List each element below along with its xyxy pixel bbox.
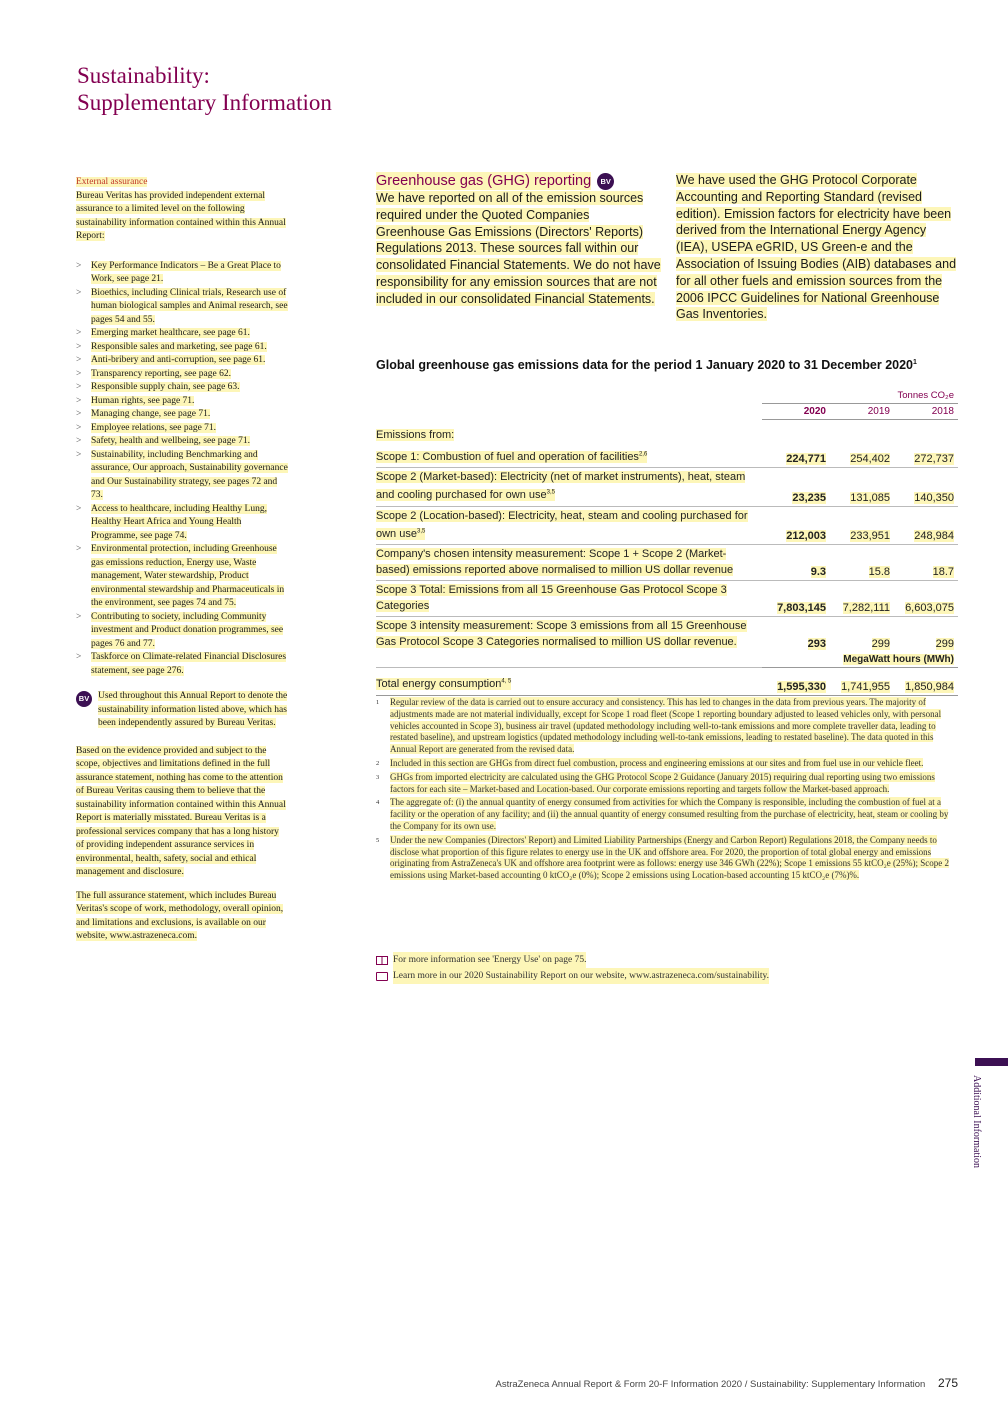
- list-item: > Responsible sales and marketing, see page 61.: [76, 341, 288, 355]
- title-line-1: Sustainability:: [77, 63, 210, 88]
- web-icon: [376, 972, 388, 981]
- chevron-right-icon: >: [76, 395, 82, 406]
- chevron-right-icon: >: [76, 341, 82, 352]
- table-row: Company's chosen intensity measurement: Scope 1 + Scope 2 (Market-based) emissions reported above normalised to million US dollar revenue 9.3 15.8 18.7: [376, 545, 958, 581]
- bv-note: [76, 690, 288, 731]
- list-item: > Contributing to society, including Community investment and Product donation programmes, see pages 76 and 77.: [76, 611, 284, 649]
- list-item: > Bioethics, including Clinical trials, Research use of human biological samples and Animal research, see pages 54 and 55.: [76, 287, 288, 325]
- assurance-full-statement: The full assurance statement, which includes Bureau Veritas's scope of work, methodology, overall opinion, and limitations and exclusions, is available on our website, www.astrazeneca.com.: [76, 890, 284, 941]
- references: [376, 952, 958, 984]
- list-item: > Managing change, see page 71.: [76, 408, 288, 422]
- list-item: > Human rights, see page 71.: [76, 395, 288, 409]
- emissions-table-title: Global greenhouse gas emissions data for the period 1 January 2020 to 31 December 2020$^1$: [376, 358, 917, 372]
- page-title: [77, 62, 332, 116]
- table-row: Scope 3 intensity measurement: Scope 3 emissions from all 15 Greenhouse Gas Protocol Scope 3 Categories normalised to million US dollar revenue. 293 299 299: [376, 620, 954, 651]
- emissions-from-label: Emissions from:: [376, 428, 455, 441]
- chevron-right-icon: >: [76, 260, 82, 271]
- external-assurance-heading: External assurance: [76, 177, 148, 187]
- list-item: > Anti-bribery and anti-corruption, see page 61.: [76, 354, 288, 368]
- chevron-right-icon: >: [76, 355, 82, 365]
- list-item: > Emerging market healthcare, see page 61.: [76, 327, 288, 341]
- assurance-evidence: Based on the evidence provided and subject to the scope, objectives and limitations defined in the full assurance statement, nothing has come to the attention of Bureau Veritas causing them to believe that the sustainability information contained within this Annual Report is materially misstated. Bureau Veritas is a professional services company that has a long history of providing independent assurance services in environmental, health, safety, social and ethical management and disclosure.: [76, 745, 286, 877]
- energy-unit-label: MegaWatt hours (MWh): [762, 652, 958, 668]
- table-row: Scope 2 (Location-based): Electricity, heat, steam and cooling purchased for own use$^{3,5}$ 212,003 233,951 248,984: [376, 506, 958, 545]
- footer-text: AstraZeneca Annual Report & Form 20-F Information 2020 / Sustainability: Supplementary Information: [495, 1379, 926, 1390]
- page-number: 275: [937, 1376, 958, 1390]
- book-icon: [376, 956, 388, 965]
- chevron-right-icon: >: [76, 652, 82, 662]
- table-row: Scope 2 (Market-based): Electricity (net of market instruments), heat, steam and cooling purchased for own use$^{3,5}$ 23,235 131,085 140,350: [376, 468, 958, 507]
- external-assurance-section: [76, 176, 288, 954]
- ghg-heading: Greenhouse gas (GHG) reporting BV: [376, 172, 661, 190]
- chevron-right-icon: >: [76, 328, 82, 338]
- ghg-paragraph-1: We have reported on all of the emission sources required under the Quoted Companies Greenhouse Gas Emissions (Directors' Reports) Regulations 2013. These sources fall within our consolidated Financial Statements. We do not have responsibility for any emission sources that are not included in our consolidated Financial Statements.: [376, 191, 661, 306]
- more-info-link[interactable]: For more information see 'Energy Use' on page 75.: [376, 952, 958, 968]
- footnotes: [376, 697, 958, 884]
- list-item: > Responsible supply chain, see page 63.: [76, 381, 288, 395]
- bv-note-text: Used throughout this Annual Report to denote the sustainability information listed above, which has been independently assured by Bureau Veritas.: [98, 691, 288, 728]
- col-header-2019: 2019: [830, 404, 894, 420]
- learn-more-link[interactable]: Learn more in our 2020 Sustainability Report on our website, www.astrazeneca.com/sustainability.: [376, 968, 958, 984]
- side-tab-marker: [975, 1058, 1008, 1066]
- chevron-right-icon: >: [76, 422, 82, 433]
- title-line-2: Supplementary Information: [77, 90, 332, 115]
- external-assurance-intro: Bureau Veritas has provided independent external assurance to a limited level on the following sustainability information contained within this Annual Report:: [76, 190, 286, 241]
- bv-badge-icon: BV: [597, 173, 614, 190]
- ghg-reporting-section: [376, 172, 661, 308]
- bv-badge-icon: BV: [76, 691, 92, 707]
- ghg-paragraph-2: We have used the GHG Protocol Corporate Accounting and Reporting Standard (revised edition). Emission factors for electricity have been derived from the International Energy Agency (IEA), USEPA eGRID, US Green-e and the Association of Issuing Bodies (AIB) databases and for all other fuels and emission sources from the 2006 IPCC Guidelines for National Greenhouse Gas Inventories.: [676, 173, 957, 322]
- list-item: > Environmental protection, including Greenhouse gas emissions reduction, Energy use, Waste management, Water stewardship, Product environmental stewardship and Pharmaceuticals in the environment, see pages 74 and 75.: [76, 544, 285, 608]
- assurance-list: [76, 260, 288, 679]
- list-item: > Safety, health and wellbeing, see page 71.: [76, 435, 288, 449]
- chevron-right-icon: >: [76, 449, 82, 460]
- chevron-right-icon: >: [76, 503, 82, 514]
- emissions-table: [376, 390, 958, 696]
- footnote: 4 The aggregate of: (i) the annual quantity of energy consumed from activities for which the Company is responsible, including the combustion of fuel at a facility or the operation of any facility; and (ii) the annual quantity of energy consumed resulting from the purchase of electricity, heat, steam or cooling by the Company for its own use.: [376, 797, 949, 831]
- total-row: Total energy consumption$^{4, 5}$ 1,595,330 1,741,955 1,850,984: [376, 668, 958, 695]
- list-item: > Taskforce on Climate-related Financial Disclosures statement, see page 276.: [76, 652, 287, 676]
- chevron-right-icon: >: [76, 287, 82, 298]
- list-item: > Sustainability, including Benchmarking and assurance, Our approach, Sustainability governance and Our Sustainability strategy, see pages 72 and 73.: [76, 449, 288, 500]
- list-item: > Transparency reporting, see page 62.: [76, 368, 288, 382]
- list-item: > Key Performance Indicators – Be a Great Place to Work, see page 21.: [76, 260, 281, 284]
- chevron-right-icon: >: [76, 436, 82, 446]
- footnote: 2 Included in this section are GHGs from direct fuel combustion, process and engineering emissions at our sites and from fuel use in our vehicle fleet.: [376, 757, 924, 768]
- list-item: > Employee relations, see page 71.: [76, 422, 288, 436]
- col-header-2020: 2020: [762, 404, 830, 420]
- chevron-right-icon: >: [76, 544, 82, 554]
- chevron-right-icon: >: [76, 611, 82, 622]
- chevron-right-icon: >: [76, 382, 82, 392]
- footnote: 1 Regular review of the data is carried out to ensure accuracy and consistency. This has led to changes in the data from previous years. The majority of adjustments made are not material individually, except for Scope 1 road fleet (Scope 1 reporting boundary adjusted to leased vehicles only, with personal vehicles accounted in Scope 3), business air travel (updated methodology including well-to-tank emissions and more complete traveller data, leading to restated baseline), and upstream logistics (updated methodology including well-to-tank emissions, leading to restated baseline). The data quoted in this Annual Report are generated from the revised data.: [376, 697, 942, 755]
- table-row: Scope 1: Combustion of fuel and operation of facilities$^{2,6}$ 224,771 254,402 272,737: [376, 445, 958, 468]
- footnote: 5 Under the new Companies (Directors' Report) and Limited Liability Partnerships (Energy and Carbon Report) Regulations 2018, the Company needs to disclose what proportion of this figure relates to energy use in the UK and offshore area. For 2020, the proportion of total global energy and emissions originating from AstraZeneca's UK and offshore area footprint were as follows: energy use 346 GWh (22%); Scope 1 emissions 55 ktCO₂e (25%); Scope 2 emissions using Market-based accounting 0 ktCO₂e (0%); Scope 2 emissions using Location-based accounting 15 ktCO₂e (7%)%.: [376, 834, 950, 881]
- col-header-2018: 2018: [894, 404, 958, 420]
- page-footer: [495, 1376, 958, 1390]
- list-item: > Access to healthcare, including Healthy Lung, Healthy Heart Africa and Young Health Programme, see page 74.: [76, 503, 267, 541]
- side-tab-label: Additional Information: [971, 1075, 982, 1169]
- chevron-right-icon: >: [76, 409, 82, 419]
- unit-label: Tonnes CO₂e: [762, 390, 958, 404]
- footnote: 3 GHGs from imported electricity are calculated using the GHG Protocol Scope 2 Guidance (January 2015) requiring dual reporting using two emissions factors for each site – Market-based and Location-based. Our corporate emissions reporting and targets follow the Market-based approach.: [376, 771, 935, 794]
- chevron-right-icon: >: [76, 368, 82, 379]
- table-row: Scope 3 Total: Emissions from all 15 Greenhouse Gas Protocol Scope 3 Categories 7,803,145 7,282,111 6,603,075: [376, 581, 958, 617]
